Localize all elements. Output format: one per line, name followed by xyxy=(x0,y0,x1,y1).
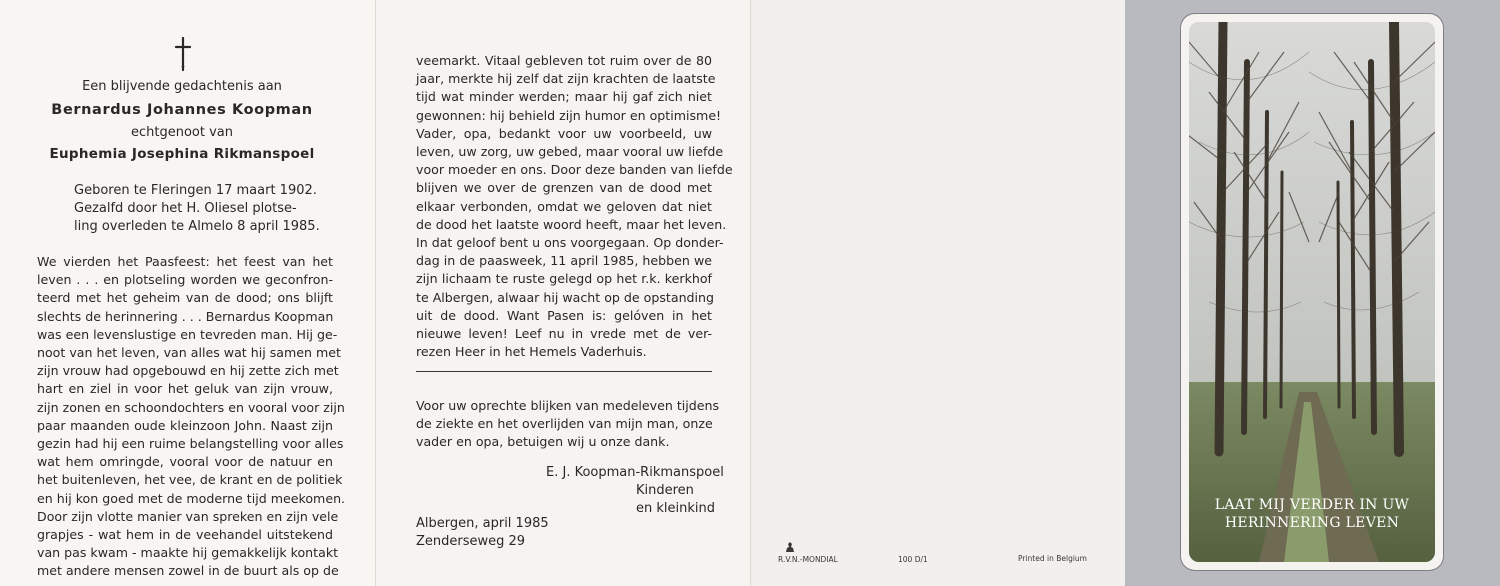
text-line: teerd met het geheim van de dood; ons blijft xyxy=(37,290,333,306)
text-line: van pas kwam - maakte hij gemakkelijk kontakt xyxy=(37,545,339,561)
photo-illustration xyxy=(1189,22,1435,562)
text-line: wat hem omringde, vooral voor de natuur en xyxy=(37,454,333,470)
back-panel xyxy=(750,0,1125,586)
text-line: zijn vrouw had opgebouwd en hij zette zich met xyxy=(37,363,339,379)
place-date: Albergen, april 1985 xyxy=(416,516,549,531)
address: Zenderseweg 29 xyxy=(416,534,526,549)
text-line: dag in de paasweek, 11 april 1985, hebben we xyxy=(416,253,712,269)
signature-line: E. J. Koopman-Rikmanspoel xyxy=(546,465,724,480)
bio-line: ling overleden te Almelo 8 april 1985. xyxy=(74,219,320,234)
text-line: slechts de herinnering . . . Bernardus Koopman xyxy=(37,308,334,324)
spouse-label: echtgenoot van xyxy=(130,125,233,140)
text-line: rezen Heer in het Hemels Vaderhuis. xyxy=(416,344,647,360)
text-line: grapjes - wat hem in de veehandel uitstekend xyxy=(37,527,333,543)
text-line: leven, uw zorg, uw gebed, maar vooral uw liefde xyxy=(416,144,724,160)
deceased-name: Bernardus Johannes Koopman xyxy=(51,102,313,118)
bio-line: Gezalfd door het H. Oliesel plotse- xyxy=(74,201,297,216)
text-line: Voor uw oprechte blijken van medeleven tijdens xyxy=(416,398,720,413)
text-line: blijven we over de grenzen van de dood met xyxy=(416,180,712,196)
caption-line: HERINNERING LEVEN xyxy=(1224,515,1400,531)
text-line: noot van het leven, van alles wat hij samen met xyxy=(37,345,341,361)
print-code: 100 D/1 xyxy=(898,555,928,564)
cover-caption xyxy=(1195,496,1429,532)
text-line: hart en ziel in voor het geluk van zijn vrouw, xyxy=(37,381,333,397)
publisher-logo-icon xyxy=(784,541,796,553)
text-line: de ziekte en het overlijden van mijn man, onze xyxy=(416,416,713,432)
thanks-text xyxy=(416,397,720,452)
divider-line xyxy=(416,371,712,372)
text-line: tijd wat minder werden; maar hij gaf zich niet xyxy=(416,89,712,105)
signature-line: en kleinkind xyxy=(636,501,715,516)
text-line: het buitenleven, het vee, de krant en de politiek xyxy=(37,472,343,488)
cross-icon xyxy=(172,36,194,72)
text-line: met andere mensen zowel in de buurt als op de xyxy=(37,563,339,579)
text-line: In dat geloof bent u ons voorgegaan. Op donder- xyxy=(416,235,724,251)
text-line: jaar, merkte hij zelf dat zijn krachten de laatste xyxy=(416,71,716,87)
text-line: zijn zonen en schoondochters en vooral voor zijn xyxy=(37,399,345,415)
caption-line: LAAT MIJ VERDER IN UW xyxy=(1214,497,1410,513)
fold-line xyxy=(750,0,751,586)
text-line: elkaar verbonden, omdat we geloven dat niet xyxy=(416,198,712,214)
left-body-text xyxy=(37,253,346,581)
text-line: Vader, opa, bedankt voor uw voorbeeld, uw xyxy=(416,125,712,141)
text-line: gezin had hij een ruime belangstelling voor alles xyxy=(37,436,344,452)
text-line: We vierden het Paasfeest: het feest van het xyxy=(37,254,333,269)
text-line: nieuwe leven! Leef nu in vrede met de ver- xyxy=(416,326,712,342)
tree-lane-photo xyxy=(1189,22,1435,562)
spouse-name: Euphemia Josephina Rikmanspoel xyxy=(49,146,315,162)
printed-in-text: Printed in Belgium xyxy=(1018,554,1087,563)
text-line: paar maanden oude kleinzoon John. Naast zijn xyxy=(37,417,333,433)
text-line: leven . . . en plotseling worden we geconfron- xyxy=(37,272,333,288)
text-line: de dood het laatste woord heeft, maar het leven. xyxy=(416,216,727,232)
text-line: en hij kon goed met de moderne tijd meekomen. xyxy=(37,490,346,506)
text-line: vader en opa, betuigen wij u onze dank. xyxy=(416,434,670,450)
text-line: uit de dood. Want Pasen is: gelóven in het xyxy=(416,307,712,323)
signature-line: Kinderen xyxy=(636,483,694,498)
intro-text: Een blijvende gedachtenis aan xyxy=(82,79,282,94)
text-line: gewonnen: hij behield zijn humor en optimisme! xyxy=(416,107,722,123)
text-line: Door zijn vlotte manier van spreken en zijn vele xyxy=(37,508,339,524)
text-line: voor moeder en ons. Door deze banden van liefde xyxy=(416,162,733,178)
publisher-text: R.V.N.-MONDIAL xyxy=(778,555,838,564)
middle-body-text xyxy=(416,52,733,361)
fold-line xyxy=(375,0,376,586)
text-line: zijn lichaam te ruste gelegd op het r.k. kerkhof xyxy=(416,271,712,287)
text-line: te Albergen, alwaar hij wacht op de opstanding xyxy=(416,289,715,305)
bio-line: Geboren te Fleringen 17 maart 1902. xyxy=(74,183,317,198)
text-line: veemarkt. Vitaal gebleven tot ruim over de 80 xyxy=(416,53,712,68)
text-line: was een levenslustige en tevreden man. Hij ge- xyxy=(37,326,338,342)
